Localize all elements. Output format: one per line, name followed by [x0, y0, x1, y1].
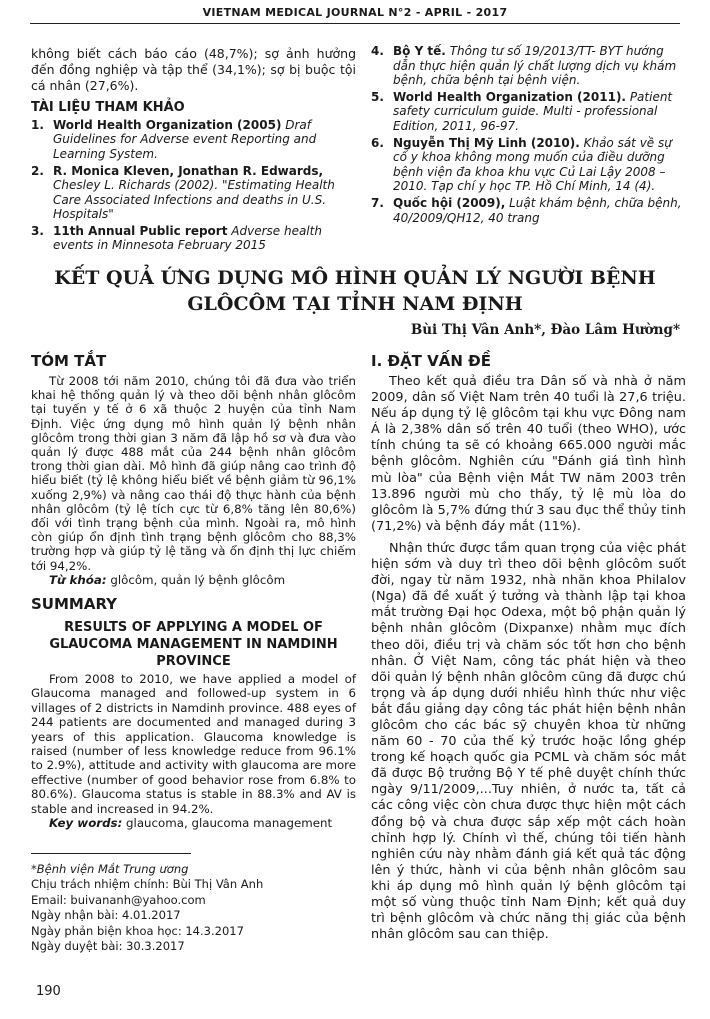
article-title [40, 265, 670, 317]
reference-item: 6. Nguyễn Thị Mỹ Linh (2010). Khảo sát về sự cố y khoa không mong muốn của điều dưỡng bệnh viện đa khoa khu vực Củ Lai Lậy 2008 – 2010. Tạp chí y học TP. Hồ Chí Minh, 14 (4). [371, 135, 672, 194]
reference-item: 1. World Health Organization (2005) Draf Guidelines for Adverse event Reporting and Learning System. [31, 117, 317, 161]
footnote-divider [31, 853, 191, 854]
running-header: VIETNAM MEDICAL JOURNAL N°2 - APRIL - 2017 [30, 6, 680, 24]
reference-list-left [31, 118, 356, 253]
abstract-heading: TÓM TẮT [31, 352, 107, 370]
summary-title: RESULTS OF APPLYING A MODEL OF GLAUCOMA MANAGEMENT IN NAMDINH PROVINCE [49, 620, 338, 670]
summary-keywords: Key words: glaucoma, glaucoma management [49, 816, 333, 831]
summary-heading: SUMMARY [31, 595, 118, 614]
abstract-keywords: Từ khóa: glôcôm, quản lý bệnh glôcôm [49, 572, 286, 587]
reference-item: 4. Bộ Y tế. Thông tư số 19/2013/TT- BYT hướng dẫn thực hiện quản lý chất lượng dịch vụ khám bệnh, chữa bệnh tại bệnh viện. [371, 44, 677, 88]
reference-item: 7. Quốc hội (2009), Luật khám bệnh, chữa bệnh, 40/2009/QH12, 40 trang [371, 195, 682, 225]
right-column-main [371, 352, 686, 943]
reference-item: 2. R. Monica Kleven, Jonathan R. Edwards, Chesley L. Richards (2002). "Estimating Health Care Associated Infections and deaths in U.S. Hospitals" [31, 163, 335, 222]
article-title-line1: KẾT QUẢ ỨNG DỤNG MÔ HÌNH QUẢN LÝ NGƯỜI BỆNH [54, 267, 656, 289]
continuation-paragraph: không biết cách báo cáo (48,7%); sợ ảnh hưởng đến đồng nghiệp và tập thể (34,1%); sợ bị buộc tội cá nhân (27,6%). [31, 46, 356, 93]
article-title-line2: GLÔCÔM TẠI TỈNH NAM ĐỊNH [187, 293, 523, 315]
page-number: 190 [36, 984, 61, 999]
left-column-main [31, 352, 356, 955]
references-heading: TÀI LIỆU THAM KHẢO [31, 99, 185, 115]
summary-body: From 2008 to 2010, we have applied a model of Glaucoma managed and followed-up system in 6 villages of 2 districts in Namdinh province. 488 eyes of 244 patients are documented and managed during 3 years of this application. Glaucoma knowledge is raised (number of less knowledge reduce from 96.1% to 2.9%), attitude and activity with glaucoma are more effective (number of good behavior rose from 6.8% to 80.6%). Glaucoma status is stable in 88.3% and AV is stable and increased in 94.2%. [31, 672, 357, 816]
intro-paragraph-2: Nhận thức được tầm quan trọng của việc phát hiện sớm và duy trì theo dõi bệnh glôcôm suốt đời, ngay từ năm 1932, nhà nhãn khoa Philalov (Nga) đã đề xuất ý tưởng và thành lập tại khoa mắt trường Đại học Odexa, một bộ phận quản lý bệnh nhân glôcôm (Dixpanxe) nhằm mục đích theo dõi, điều trị và chăm sóc tốt hơn cho bệnh nhân. Ở Việt Nam, công tác phát hiện và theo dõi quản lý bệnh nhân glôcôm cũng đã được chú trọng và áp dụng dưới nhiều hình thức như việc bắt đầu giảng dạy công tác phát hiện bệnh nhân glôcôm cho các bác sỹ chuyên khoa từ những năm 60 - 70 của thế kỷ trước hoặc lồng ghép trong kế hoạch quốc gia PCML và chăm sóc mắt đã được Bộ trưởng Bộ Y tế phê duyệt chính thức ngày 9/11/2009,...Tuy nhiên, ở nước ta, tất cả các công việc còn chưa được thực hiện một cách đồng bộ và chưa được sắp xếp một cách hoàn chỉnh hợp lý. Chính vì thế, chúng tôi tiến hành nghiên cứu này nhằm đánh giá kết quả tác động lên ý thức, hành vi của bệnh nhân glôcôm sau khi áp dụng mô hình quản lý bệnh glôcôm tại một số vùng thuộc tỉnh Nam Định; kết quả duy trì bệnh glôcôm và chức năng thị giác của bệnh nhân glôcôm sau can thiệp. [371, 540, 686, 943]
article-authors: Bùi Thị Vân Anh*, Đào Lâm Hường* [410, 322, 680, 338]
footnote-received: Ngày nhận bài: 4.01.2017 [31, 908, 181, 923]
footnote-reviewed: Ngày phản biện khoa học: 14.3.2017 [31, 923, 244, 938]
footnote-email: Email: buivananh@yahoo.com [31, 892, 206, 907]
intro-paragraph-1: Theo kết quả điều tra Dân số và nhà ở năm 2009, dân số Việt Nam trên 40 tuổi là 27,6 triệu. Nếu áp dụng tỷ lệ glôcôm tại khu vực Đông nam Á là 2,38% dân số trên 40 tuổi (theo WHO), ước tính chúng ta sẽ có khoảng 665.000 người mắc bệnh glôcôm. Nghiên cứu "Đánh giá tình hình mù lòa" của Bệnh viện Mắt TW năm 2003 trên 13.896 người mù cho thấy, tỷ lệ mù lòa do glôcôm là 5,7% đứng thứ 3 sau đục thể thủy tinh (71,2%) và bệnh đáy mắt (11%). [371, 374, 686, 534]
intro-heading: I. ĐẶT VẤN ĐỀ [371, 352, 491, 370]
footnote-affiliation: *Bệnh viện Mắt Trung ương [31, 861, 189, 876]
footnote-responsible: Chịu trách nhiệm chính: Bùi Thị Vân Anh [31, 877, 264, 892]
reference-item: 5. World Health Organization (2011). Patient safety curriculum guide. Multi - professional Edition, 2011, 96-97. [371, 89, 673, 133]
footnote-approved: Ngày duyệt bài: 30.3.2017 [31, 939, 185, 954]
right-column-top [371, 44, 686, 227]
reference-item: 3. 11th Annual Public report Adverse health events in Minnesota February 2015 [31, 223, 322, 253]
reference-list-right [371, 44, 686, 225]
abstract-body: Từ 2008 tới năm 2010, chúng tôi đã đưa vào triển khai hệ thống quản lý và theo dõi bệnh nhân glôcôm tại tuyến y tế ở 6 xã thuộc 2 huyện của tỉnh Nam Định. Việc ứng dụng mô hình quản lý bệnh nhân glôcôm trong thời gian 3 năm đã lập hồ sơ và đưa vào quản lý được 488 mắt của 244 bệnh nhân glôcôm trong thời gian dài. Mô hình đã giúp nâng cao trình độ hiểu biết (tỷ lệ không hiểu biết về bệnh giảm từ 96,1% xuống 2,9%) và nâng cao thái độ thực hành của bệnh nhân glôcôm (tỷ lệ tích cực từ 6,8% tăng lên 80,6%) đối với tình trạng bệnh của mình. Ngoài ra, mô hình còn giúp ổn định tình trạng bệnh glôcôm cho 88,3% trường hợp và giúp tỷ lệ tăng và ổn định thị lực chiếm tới 94,2%. [31, 374, 356, 573]
left-column-top [31, 46, 356, 255]
